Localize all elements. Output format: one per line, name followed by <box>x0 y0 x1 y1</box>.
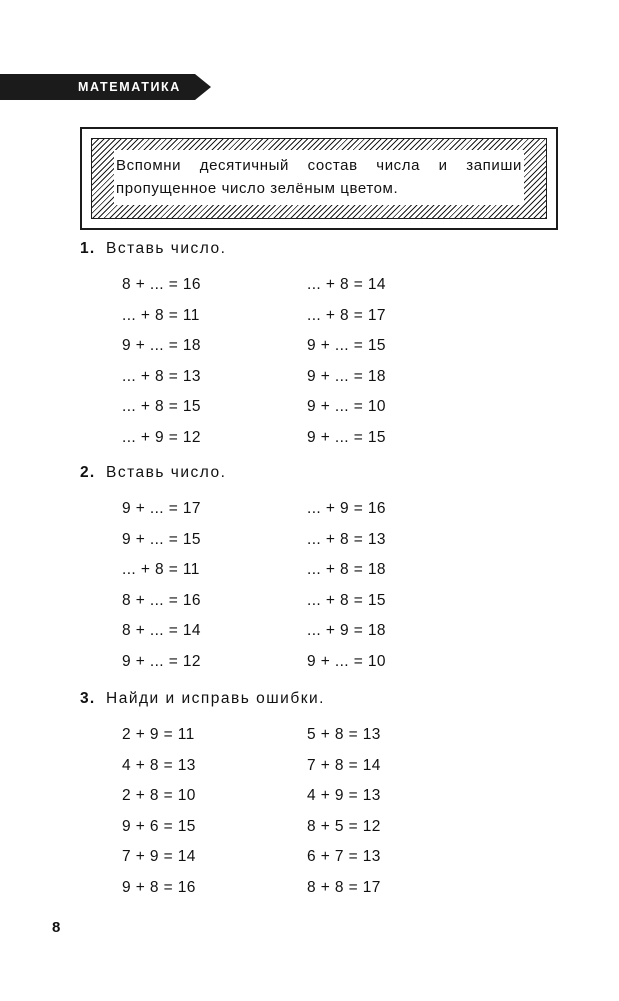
equation[interactable]: ... + 8 = 15 <box>122 398 201 415</box>
instruction-text: Вспомни десятичный состав числа и запиши пропущенное число зелёным цветом. <box>114 150 524 205</box>
task-3-title <box>80 690 550 708</box>
equation[interactable]: 9 + ... = 10 <box>307 652 386 670</box>
equation[interactable]: 9 + ... = 18 <box>307 367 386 385</box>
page-number: 8 <box>52 919 61 936</box>
equation[interactable]: ... + 8 = 18 <box>307 561 386 578</box>
task-2-left-column <box>122 494 307 677</box>
equation[interactable]: 9 + ... = 15 <box>307 337 386 354</box>
equation[interactable]: 9 + ... = 10 <box>307 398 386 415</box>
equation[interactable]: 8 + ... = 14 <box>122 622 201 639</box>
equation[interactable]: 8 + 5 = 12 <box>307 817 381 835</box>
equation[interactable]: 9 + 6 = 15 <box>122 817 196 835</box>
equation[interactable]: 9 + ... = 18 <box>122 337 201 354</box>
equation[interactable]: 7 + 8 = 14 <box>307 756 381 774</box>
task-2-label: Вставь число. <box>106 464 227 481</box>
equation[interactable]: 9 + ... = 17 <box>122 500 201 517</box>
equation[interactable]: 2 + 8 = 10 <box>122 787 196 804</box>
equation[interactable]: 7 + 9 = 14 <box>122 848 196 865</box>
task-3 <box>80 690 550 903</box>
equation[interactable]: 4 + 9 = 13 <box>307 787 381 804</box>
task-1-columns <box>80 270 550 453</box>
task-1-label: Вставь число. <box>106 240 227 257</box>
equation[interactable]: ... + 8 = 17 <box>307 306 386 324</box>
section-header-label: МАТЕМАТИКА <box>0 74 195 100</box>
equation[interactable]: 9 + ... = 15 <box>307 428 386 446</box>
equation[interactable]: ... + 8 = 15 <box>307 591 386 609</box>
task-1-right-column <box>307 270 492 453</box>
equation[interactable]: 9 + ... = 12 <box>122 652 201 670</box>
task-2-number: 2. <box>80 464 96 481</box>
equation[interactable]: ... + 9 = 16 <box>307 500 386 517</box>
section-header <box>0 74 211 100</box>
equation[interactable]: 5 + 8 = 13 <box>307 726 381 743</box>
equation[interactable]: 8 + ... = 16 <box>122 591 201 609</box>
equation[interactable]: 8 + ... = 16 <box>122 276 201 293</box>
equation[interactable]: 6 + 7 = 13 <box>307 848 381 865</box>
equation[interactable]: 9 + 8 = 16 <box>122 878 196 896</box>
equation[interactable]: 9 + ... = 15 <box>122 530 201 548</box>
equation[interactable]: ... + 8 = 13 <box>122 367 201 385</box>
task-3-label: Найди и исправь ошибки. <box>106 690 325 707</box>
task-3-number: 3. <box>80 690 96 707</box>
equation[interactable]: ... + 8 = 11 <box>122 561 200 578</box>
task-1-number: 1. <box>80 240 96 257</box>
task-1-left-column <box>122 270 307 453</box>
instruction-box-hatch <box>91 138 547 219</box>
instruction-box <box>80 127 558 230</box>
task-1 <box>80 240 550 453</box>
equation[interactable]: 8 + 8 = 17 <box>307 878 381 896</box>
task-2-title <box>80 464 550 482</box>
header-arrow-icon <box>195 74 211 100</box>
task-3-right-column <box>307 720 492 903</box>
task-3-left-column <box>122 720 307 903</box>
equation[interactable]: ... + 9 = 12 <box>122 428 201 446</box>
equation[interactable]: ... + 8 = 11 <box>122 306 200 324</box>
equation[interactable]: ... + 9 = 18 <box>307 622 386 639</box>
task-2 <box>80 464 550 677</box>
equation[interactable]: ... + 8 = 14 <box>307 276 386 293</box>
task-2-columns <box>80 494 550 677</box>
task-2-right-column <box>307 494 492 677</box>
equation[interactable]: 4 + 8 = 13 <box>122 756 196 774</box>
equation[interactable]: 2 + 9 = 11 <box>122 726 195 743</box>
task-1-title <box>80 240 550 258</box>
header-arrow-notch-icon <box>212 76 225 98</box>
equation[interactable]: ... + 8 = 13 <box>307 530 386 548</box>
task-3-columns <box>80 720 550 903</box>
